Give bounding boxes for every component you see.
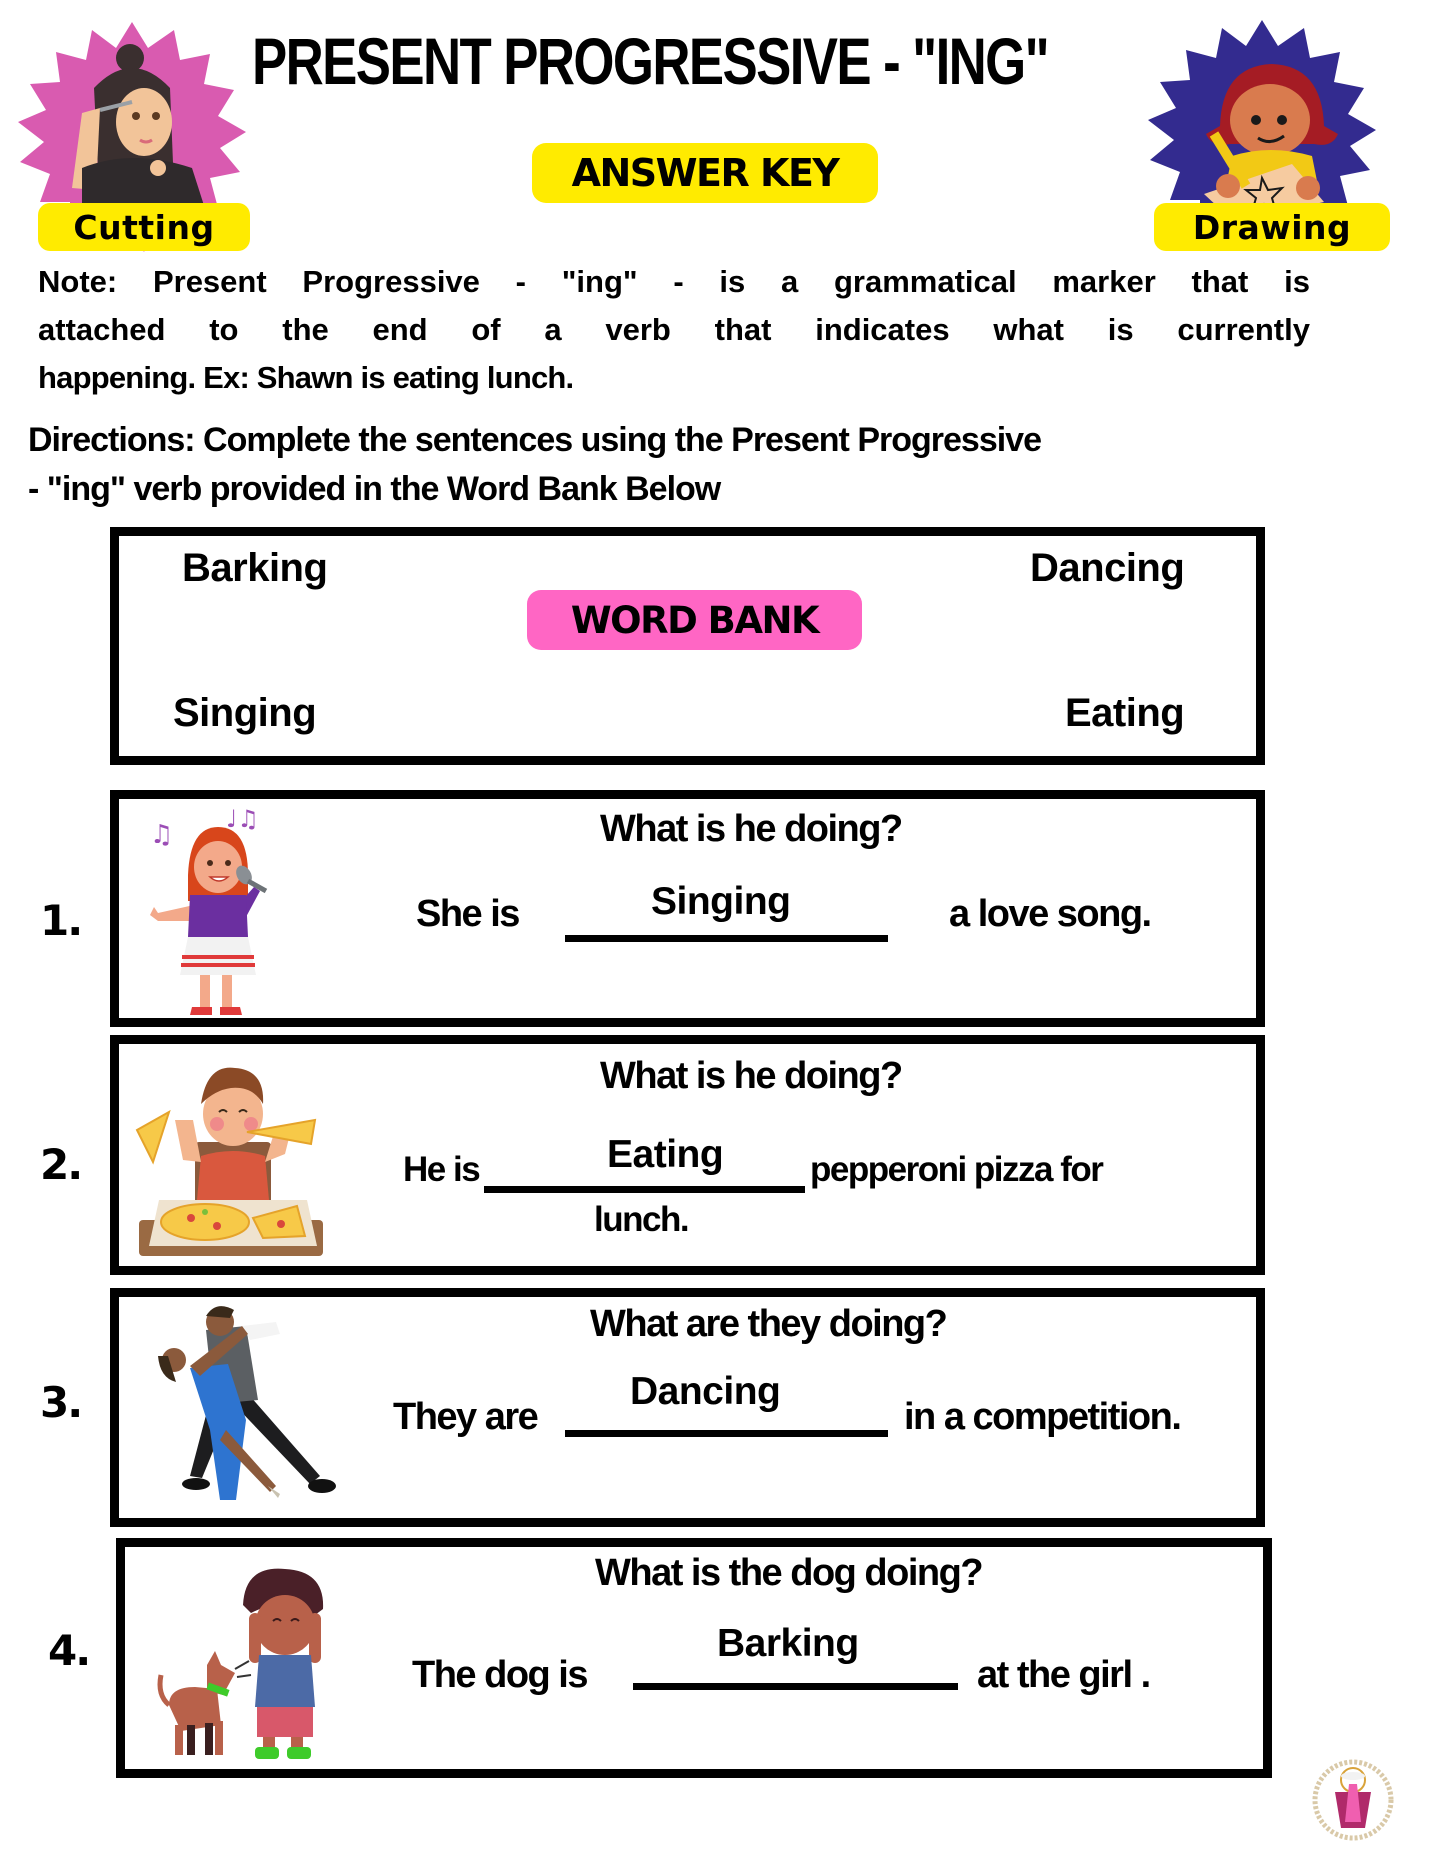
question-2-prompt: What is he doing? — [600, 1055, 902, 1097]
note-word: a — [544, 312, 562, 347]
note-word: end — [372, 312, 428, 347]
word-bank-label — [527, 590, 862, 650]
directions-line-1 — [28, 421, 1041, 460]
drawing-text: Drawing — [1192, 207, 1352, 247]
question-3-answer: Dancing — [630, 1370, 781, 1413]
note-word: grammatical — [833, 264, 1017, 299]
question-2-blank — [484, 1186, 805, 1193]
svg-text:♩♫: ♩♫ — [226, 805, 259, 833]
couple-dancing-icon — [150, 1300, 350, 1505]
note-word: "ing" — [561, 264, 638, 299]
question-2-after-line-2: lunch. — [594, 1200, 689, 1239]
svg-text:♫: ♫ — [150, 820, 174, 850]
question-3-after: in a competition. — [904, 1396, 1181, 1438]
answer-key-text: ANSWER KEY — [571, 151, 839, 195]
question-3-prompt: What are they doing? — [590, 1303, 947, 1345]
note-line-3-text: happening. Ex: Shawn is eating lunch. — [38, 360, 574, 395]
question-number-3: 3. — [40, 1378, 82, 1427]
note-word: - — [515, 264, 526, 299]
note-word: currently — [1177, 312, 1310, 347]
question-number-4: 4. — [48, 1626, 90, 1675]
brand-logo-icon — [1305, 1758, 1401, 1842]
girl-singing-icon — [148, 805, 283, 1017]
question-3-before: They are — [393, 1396, 538, 1438]
note-word: Progressive — [302, 264, 480, 299]
word-bank-word-barking: Barking — [182, 546, 328, 590]
question-4-blank — [633, 1683, 958, 1690]
directions-line-2 — [28, 470, 720, 509]
question-1-blank — [565, 935, 888, 942]
question-4-before: The dog is — [412, 1654, 587, 1696]
directions-line-1-text: Directions: Complete the sentences using the Present Progressive — [28, 421, 1041, 459]
cutting-label — [38, 203, 250, 251]
dog-barking-at-child-icon — [145, 1565, 355, 1760]
note-word: Present — [152, 264, 267, 299]
note-word: what — [993, 312, 1064, 347]
note-word: is — [1284, 264, 1310, 299]
question-1-answer: Singing — [651, 880, 791, 923]
question-4-answer: Barking — [717, 1622, 859, 1665]
word-bank-word-dancing: Dancing — [1030, 546, 1185, 590]
question-number-2: 2. — [40, 1140, 82, 1189]
word-bank-word-singing: Singing — [173, 691, 317, 735]
question-2-after: pepperoni pizza for — [810, 1150, 1103, 1189]
note-word: is — [1107, 312, 1134, 347]
word-bank-word-eating: Eating — [1065, 691, 1185, 735]
question-1-before: She is — [416, 893, 519, 935]
question-number-1: 1. — [40, 896, 82, 945]
question-4-after: at the girl . — [977, 1654, 1150, 1696]
note-word: to — [209, 312, 239, 347]
directions-line-2-text: - "ing" verb provided in the Word Bank Below — [28, 470, 721, 508]
note-word: - — [673, 264, 684, 299]
answer-key-badge — [532, 143, 878, 203]
note-word: marker — [1052, 264, 1156, 299]
note-word: attached — [38, 312, 166, 347]
note-word: the — [282, 312, 329, 347]
boy-eating-pizza-icon — [135, 1050, 327, 1265]
cutting-text: Cutting — [73, 207, 215, 247]
note-word: is — [719, 264, 746, 299]
note-line-3 — [38, 360, 573, 396]
note-line-1 — [38, 264, 1310, 300]
note-word: indicates — [815, 312, 950, 347]
question-2-before: He is — [403, 1150, 480, 1189]
note-word: that — [714, 312, 772, 347]
drawing-label — [1154, 203, 1390, 251]
page-title-text: PRESENT PROGRESSIVE - "ING" — [252, 24, 1049, 98]
note-word: of — [471, 312, 501, 347]
note-word: that — [1191, 264, 1249, 299]
note-word: verb — [605, 312, 671, 347]
question-2-answer: Eating — [607, 1133, 724, 1176]
question-1-prompt: What is he doing? — [600, 808, 902, 850]
word-bank-label-text: WORD BANK — [570, 598, 819, 642]
note-word: a — [781, 264, 799, 299]
note-word: Note: — [38, 264, 118, 299]
question-3-blank — [565, 1430, 888, 1437]
question-1-after: a love song. — [949, 893, 1151, 935]
page-title — [252, 26, 1247, 96]
question-4-prompt: What is the dog doing? — [595, 1552, 983, 1594]
note-line-2 — [38, 312, 1310, 348]
